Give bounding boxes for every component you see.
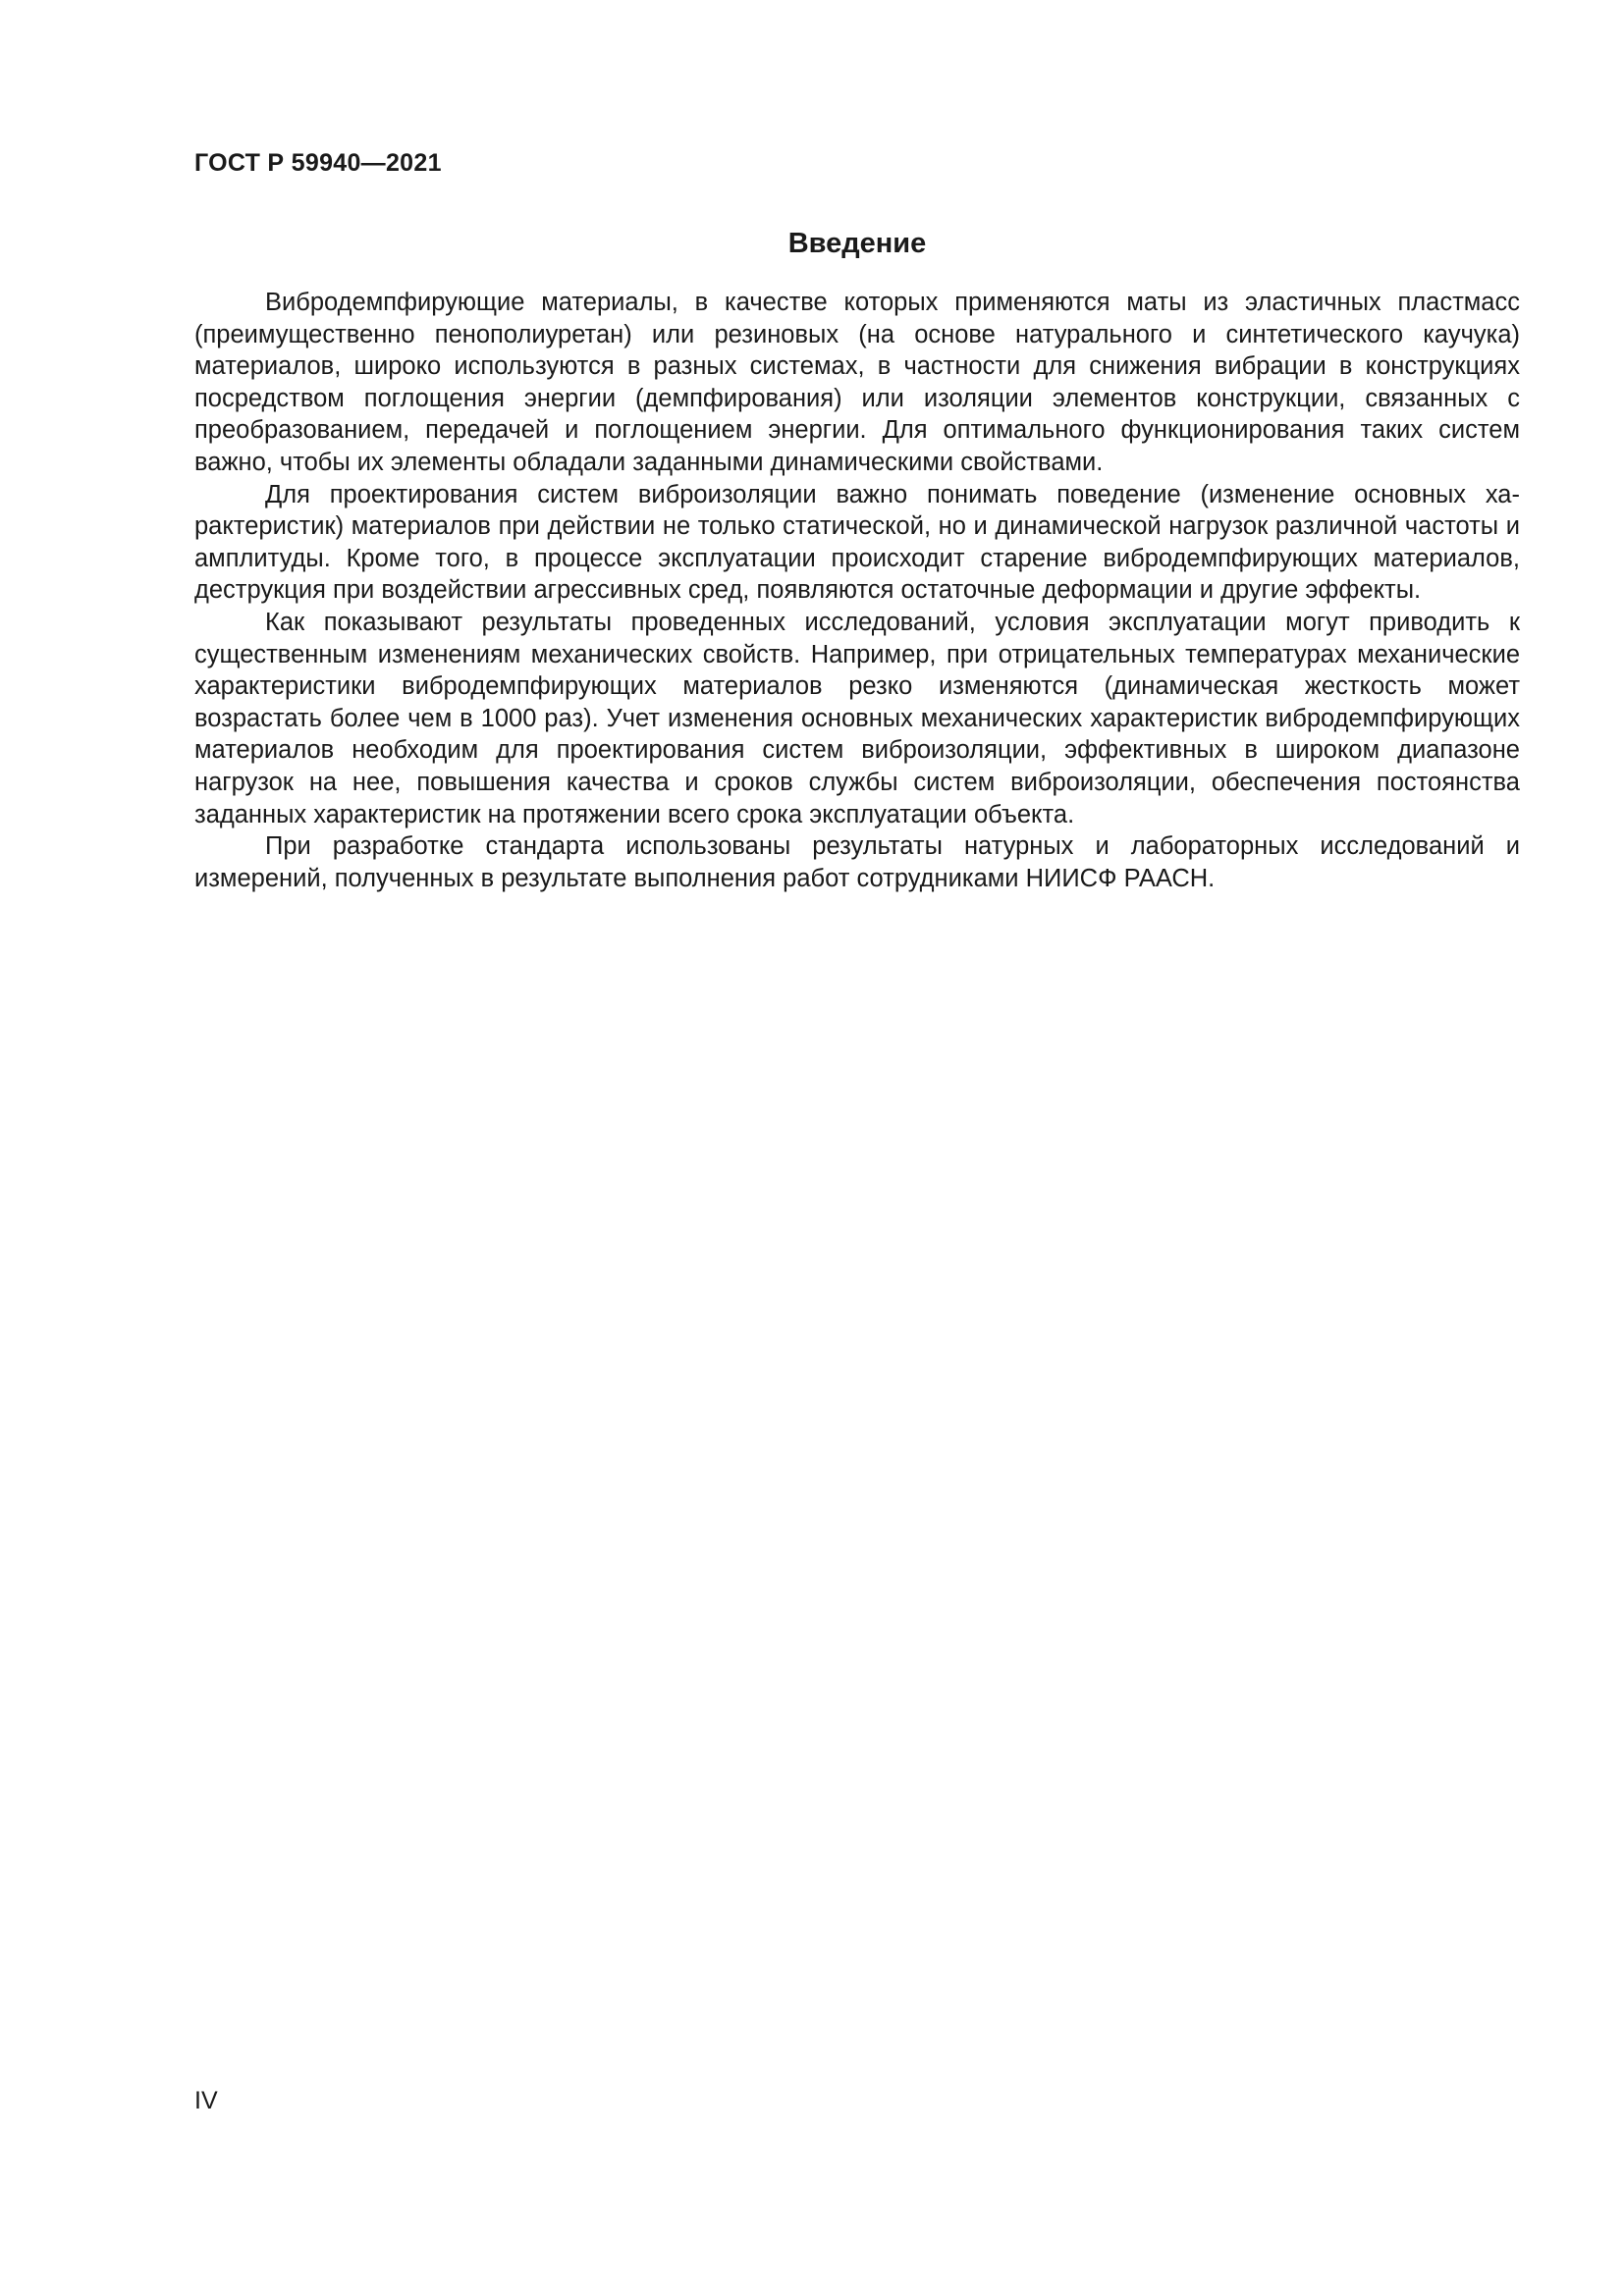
paragraph: Для проектирования систем виброизоляции важно понимать поведение (изменение основных характеристик) материалов при действии не только статической, но и динамической нагрузок различной частоты и амплитуды. Кроме того, в процессе эксплуатации происходит старение вибродемпфирующих материалов, деструкция при воздействии агрессивных сред, появляются остаточные деформации и другие эффекты. — [194, 480, 1520, 605]
page-number: IV — [194, 2087, 218, 2114]
standard-id-header: ГОСТ Р 59940—2021 — [194, 149, 442, 177]
paragraph: При разработке стандарта использованы результаты натурных и лабораторных исследований и измерений, полученных в результате выполнения работ сотрудниками НИИСФ РААСН. — [194, 832, 1520, 892]
section-title: Введение — [787, 228, 927, 259]
paragraph: Как показывают результаты проведенных исследований, условия эксплуатации могут приводить к существенным изменениям механических свойств. Например, при отрицательных температурах механические характеристики вибродемпфирующих материалов резко изменяются (динамическая жесткость может возрастать более чем в 1000 раз). Учет изменения основных механических характеристик вибродемпфирующих материалов необходим для проектирования систем виброизоляции, эффективных в широком диапазоне нагрузок на нее, повышения качества и сроков службы систем виброизоляции, обеспечения постоянства заданных характеристик на протяжении всего срока эксплуатации объекта. — [194, 608, 1520, 828]
paragraph: Вибродемпфирующие материалы, в качестве которых применяются маты из эластичных пластмасс (преимущественно пенополиуретан) или резиновых (на основе натурального и синтетического каучука) материалов, широко используются в разных системах, в частности для снижения вибрации в конструкциях посредством поглощения энергии (демпфирования) или изоляции элементов конструкции, связанных с преобразованием, передачей и поглощением энергии. Для оптимального функционирования таких систем важно, чтобы их элементы обладали заданными динамическими свойствами. — [194, 289, 1520, 476]
section-body — [194, 287, 1520, 894]
